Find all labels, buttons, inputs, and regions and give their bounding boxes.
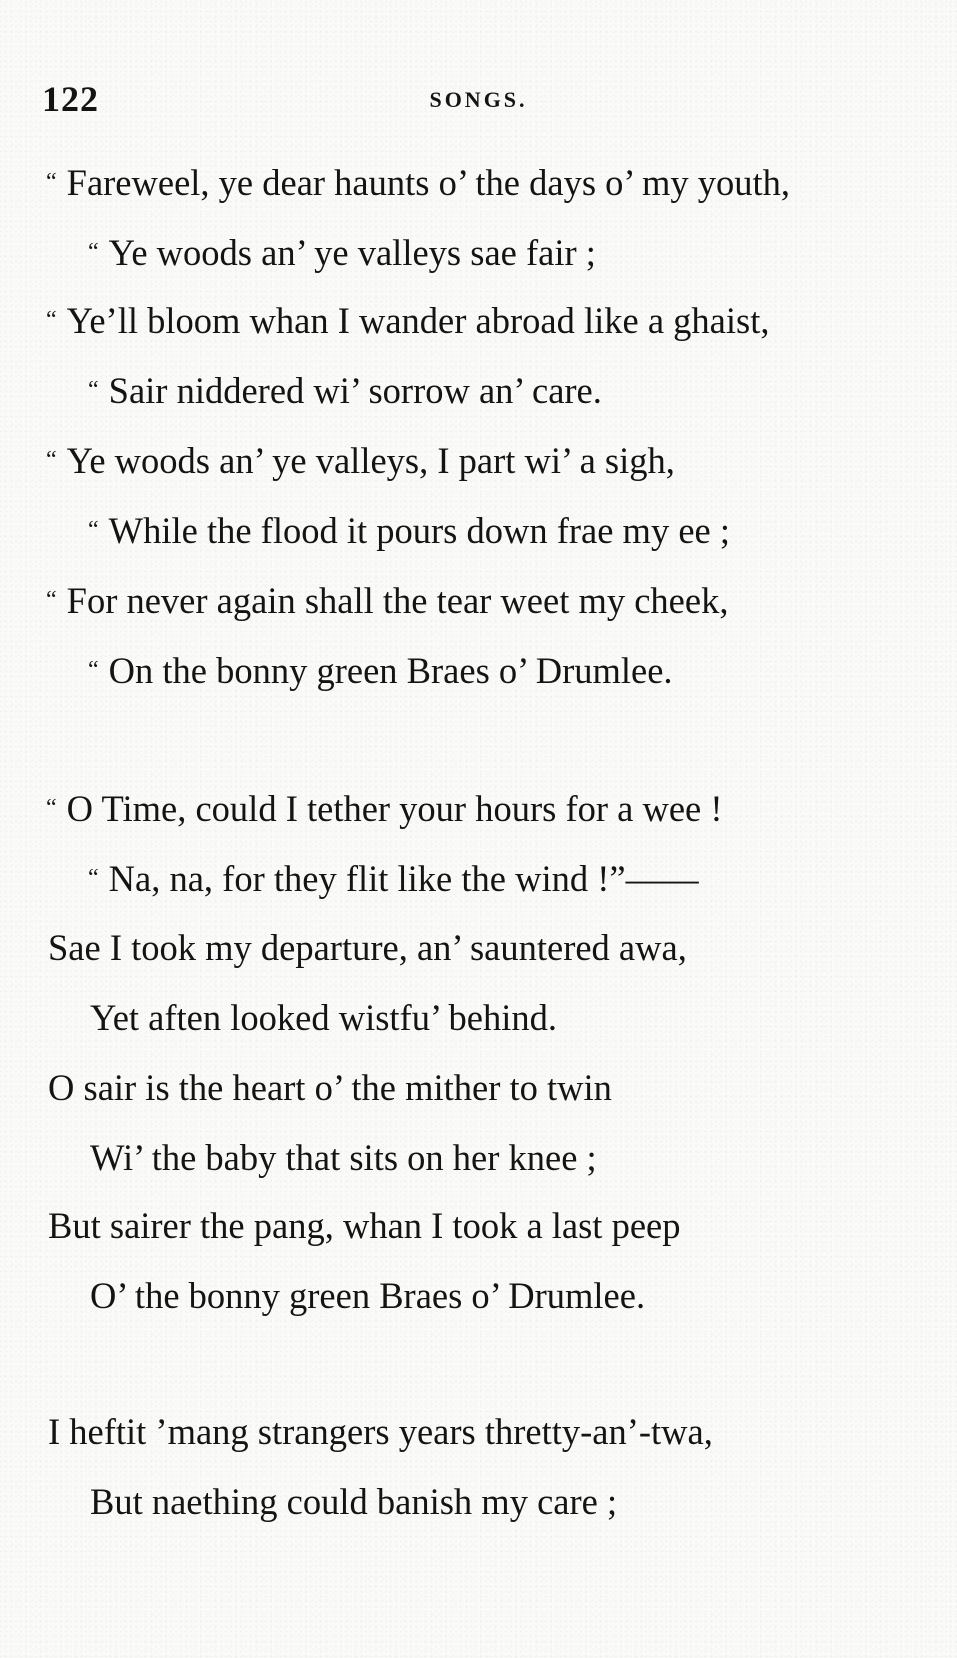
poem-line-text: Na, na, for they flit like the wind !”——: [108, 858, 699, 899]
poem-line-text: Fareweel, ye dear haunts o’ the days o’ my youth,: [66, 162, 791, 203]
poem-line-text: Ye woods an’ ye valleys, I part wi’ a sigh,: [66, 440, 675, 481]
poem-line-text: While the flood it pours down frae my ee ;: [108, 510, 730, 551]
poem-line-text: O sair is the heart o’ the mither to twin: [48, 1067, 612, 1108]
poem-line: [90, 1480, 617, 1524]
poem-line: [48, 926, 687, 970]
poem-line: [90, 1136, 597, 1180]
poem-line-text: Sae I took my departure, an’ sauntered awa,: [48, 927, 687, 968]
quote-mark: “: [46, 307, 57, 333]
poem-line: [46, 160, 790, 205]
poem-line-text: But sairer the pang, whan I took a last peep: [48, 1205, 681, 1246]
quote-mark: “: [46, 169, 57, 195]
quote-mark: “: [88, 865, 99, 891]
quote-mark: “: [46, 447, 57, 473]
poem-line-text: I heftit ’mang strangers years thretty-an’-twa,: [48, 1411, 713, 1452]
poem-line-text: But naething could banish my care ;: [90, 1481, 618, 1522]
quote-mark: “: [88, 657, 99, 683]
quote-mark: “: [46, 587, 57, 613]
poem-line-text: Ye woods an’ ye valleys sae fair ;: [108, 232, 596, 273]
quote-mark: “: [46, 795, 57, 821]
poem-line: [88, 230, 596, 275]
quote-mark: “: [88, 377, 99, 403]
quote-mark: “: [88, 239, 99, 265]
poem-line-text: Yet aften looked wistfu’ behind.: [90, 997, 557, 1038]
poem-line: [90, 996, 557, 1040]
poem-line: [88, 508, 730, 553]
running-head: SONGS.: [429, 87, 528, 112]
poem-line: [46, 578, 728, 623]
poem-line: [48, 1410, 713, 1454]
poem-line-text: For never again shall the tear weet my cheek,: [66, 580, 729, 621]
poem-line: [90, 1274, 645, 1318]
poem-line: [46, 298, 769, 343]
poem-line: [48, 1204, 680, 1248]
poem-line-text: Wi’ the baby that sits on her knee ;: [90, 1137, 597, 1178]
poem-line: [46, 438, 675, 483]
poem-line-text: On the bonny green Braes o’ Drumlee.: [108, 650, 673, 691]
poem-line-text: Sair niddered wi’ sorrow an’ care.: [108, 370, 602, 411]
page-header: [0, 78, 957, 128]
poem-line: [48, 1066, 612, 1110]
poem-line-text: Ye’ll bloom whan I wander abroad like a ghaist,: [66, 300, 770, 341]
poem-line: [46, 786, 723, 831]
poem-line: [88, 368, 602, 413]
page-number: 122: [42, 79, 99, 119]
poem-line-text: O’ the bonny green Braes o’ Drumlee.: [90, 1275, 646, 1316]
quote-mark: “: [88, 517, 99, 543]
poem-line-text: O Time, could I tether your hours for a wee !: [66, 788, 723, 829]
poem-line: [88, 648, 673, 693]
poem-line: [88, 856, 699, 901]
